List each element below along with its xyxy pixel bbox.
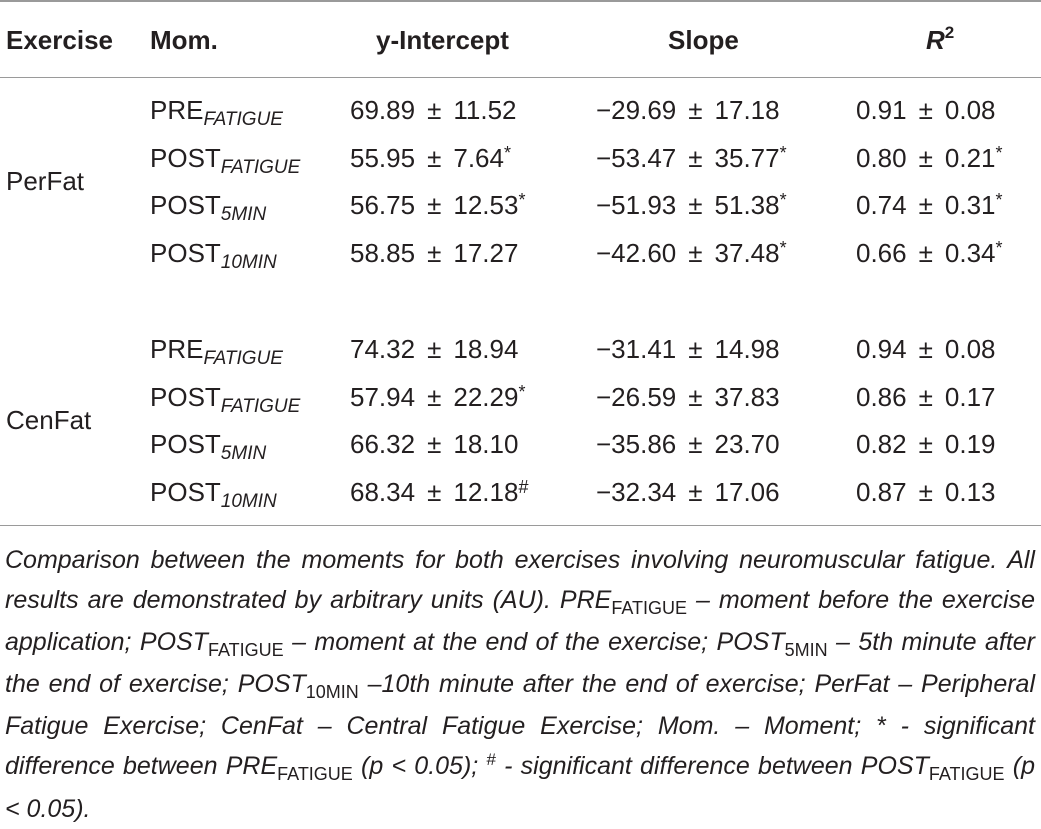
plus-minus: ± — [918, 237, 933, 268]
plus-minus: ± — [427, 381, 442, 412]
plus-minus: ± — [918, 190, 933, 220]
intercept-cell — [350, 141, 511, 178]
moment-cell — [150, 332, 283, 370]
plus-minus: ± — [688, 334, 703, 364]
significance-mark: * — [779, 237, 787, 258]
plus-minus: ± — [688, 142, 703, 173]
moment-subscript: FATIGUE — [203, 348, 283, 369]
r2-mean: 0.74 — [856, 190, 907, 220]
intercept-mean: 68.34 — [350, 476, 416, 507]
moment-label: PRE — [150, 95, 204, 125]
caption-subscript: FATIGUE — [928, 764, 1005, 784]
intercept-cell — [350, 188, 525, 225]
moment-subscript: 10MIN — [220, 251, 277, 273]
moment-cell — [150, 188, 266, 226]
r2-sd: 0.21 — [944, 142, 996, 173]
caption-text: – moment at the end of the exercise; POST — [283, 628, 785, 656]
plus-minus: ± — [688, 190, 703, 220]
significance-mark: # — [518, 476, 529, 497]
plus-minus: ± — [688, 429, 703, 459]
r2-cell — [856, 141, 1003, 178]
r2-mean: 0.91 — [856, 95, 907, 125]
significance-mark: * — [518, 381, 526, 402]
r2-mean: 0.82 — [856, 429, 907, 459]
caption-subscript: 10MIN — [305, 682, 359, 702]
caption-text: (p < 0.05); — [352, 752, 487, 780]
r2-cell — [856, 427, 996, 464]
plus-minus: ± — [688, 381, 703, 412]
moment-subscript: 5MIN — [220, 204, 267, 225]
moment-subscript: FATIGUE — [220, 395, 301, 417]
slope-sd: 37.83 — [714, 381, 780, 412]
r2-sd: 0.31 — [944, 190, 996, 220]
moment-label: POST — [150, 190, 221, 220]
caption-subscript: FATIGUE — [207, 640, 284, 660]
intercept-mean: 56.75 — [350, 190, 416, 220]
moment-subscript: 10MIN — [220, 490, 277, 512]
intercept-sd: 12.18 — [453, 476, 519, 507]
header-r2 — [926, 22, 954, 62]
intercept-cell — [350, 236, 518, 273]
significance-mark: * — [518, 190, 526, 210]
exercise-group-label: PerFat — [6, 166, 85, 197]
moment-label: POST — [150, 476, 221, 507]
exercise-group-label: CenFat — [6, 405, 92, 436]
moment-label: POST — [150, 381, 221, 412]
moment-cell — [150, 380, 300, 418]
slope-sd: 17.06 — [714, 476, 780, 507]
caption-text: Comparison between the moments for both exercises involving neuromuscular fatigue. All results are demonstrated by arbitrary units (AU). PRE — [5, 546, 1035, 614]
r2-sd: 0.08 — [944, 334, 996, 364]
header-intercept: y-Intercept — [376, 25, 509, 55]
intercept-sd: 18.94 — [453, 334, 519, 364]
significance-mark: * — [503, 142, 511, 163]
r2-cell — [856, 380, 996, 417]
r2-sd: 0.13 — [944, 476, 996, 507]
plus-minus: ± — [427, 476, 442, 507]
slope-mean: −53.47 — [596, 142, 677, 173]
moment-label: POST — [150, 237, 221, 268]
slope-cell — [596, 236, 787, 273]
slope-cell — [596, 188, 787, 225]
intercept-sd: 11.52 — [453, 95, 517, 125]
bottom-rule — [0, 525, 1041, 526]
plus-minus: ± — [688, 237, 703, 268]
slope-cell — [596, 332, 780, 369]
moment-cell — [150, 475, 277, 513]
intercept-mean: 74.32 — [350, 334, 416, 364]
plus-minus: ± — [918, 142, 933, 173]
intercept-cell — [350, 380, 525, 417]
r2-sd: 0.08 — [944, 95, 996, 125]
moment-cell — [150, 427, 266, 465]
plus-minus: ± — [918, 381, 933, 412]
significance-mark: * — [995, 190, 1003, 210]
r2-cell — [856, 332, 996, 369]
slope-sd: 17.18 — [714, 95, 780, 125]
moment-subscript: 5MIN — [220, 443, 267, 464]
intercept-sd: 17.27 — [453, 237, 519, 268]
moment-label: PRE — [150, 334, 204, 364]
caption-text: - significant difference between POST — [495, 752, 929, 780]
intercept-mean: 55.95 — [350, 142, 416, 173]
intercept-sd: 18.10 — [453, 429, 519, 459]
header-slope: Slope — [668, 25, 739, 55]
slope-sd: 23.70 — [714, 429, 780, 459]
intercept-sd: 12.53 — [453, 190, 519, 220]
moment-label: POST — [150, 429, 221, 459]
intercept-cell — [350, 93, 517, 130]
header-rule — [0, 77, 1041, 78]
r2-cell — [856, 475, 996, 512]
slope-mean: −26.59 — [596, 381, 677, 412]
plus-minus: ± — [918, 476, 933, 507]
plus-minus: ± — [918, 95, 933, 125]
header-exercise: Exercise — [6, 25, 113, 55]
header-moment: Mom. — [150, 25, 218, 55]
caption-text: – moment before the exercise application; POST — [5, 586, 1035, 656]
intercept-mean: 58.85 — [350, 237, 416, 268]
intercept-mean: 66.32 — [350, 429, 416, 459]
slope-mean: −35.86 — [596, 429, 677, 459]
slope-mean: −32.34 — [596, 476, 677, 507]
r2-mean: 0.80 — [856, 142, 907, 173]
caption-subscript: 5MIN — [784, 640, 828, 660]
intercept-cell — [350, 332, 518, 369]
slope-mean: −29.69 — [596, 95, 677, 125]
r2-cell — [856, 188, 1003, 225]
r2-mean: 0.87 — [856, 476, 907, 507]
caption-subscript: FATIGUE — [611, 598, 688, 618]
plus-minus: ± — [918, 429, 933, 459]
slope-cell — [596, 475, 780, 512]
plus-minus: ± — [427, 334, 442, 364]
plus-minus: ± — [688, 95, 703, 125]
intercept-mean: 57.94 — [350, 381, 416, 412]
header-r2-power: 2 — [944, 23, 955, 42]
top-rule — [0, 0, 1041, 2]
moment-subscript: FATIGUE — [220, 156, 301, 178]
moment-cell — [150, 93, 283, 131]
significance-mark: * — [995, 237, 1003, 258]
slope-sd: 37.48 — [714, 237, 780, 268]
moment-cell — [150, 236, 277, 274]
slope-cell — [596, 427, 780, 464]
table-caption — [5, 540, 1035, 829]
caption-text: –10th minute after the end of exercise; PerFat – Peripheral Fatigue Exercise; CenFat – Central Fatigue Exercise; Mom. – Moment; * - significant difference between PRE — [5, 670, 1035, 780]
moment-label: POST — [150, 142, 221, 173]
plus-minus: ± — [427, 142, 442, 173]
plus-minus: ± — [688, 476, 703, 507]
significance-mark: * — [779, 190, 787, 210]
plus-minus: ± — [427, 237, 442, 268]
significance-mark: * — [779, 142, 787, 163]
r2-mean: 0.86 — [856, 381, 907, 412]
slope-sd: 51.38 — [714, 190, 780, 220]
slope-cell — [596, 380, 780, 417]
plus-minus: ± — [427, 429, 442, 459]
caption-subscript: FATIGUE — [277, 764, 353, 784]
moment-subscript: FATIGUE — [203, 109, 283, 130]
caption-text: – 5th minute after the end of exercise; POST — [5, 628, 1035, 698]
intercept-sd: 22.29 — [453, 381, 519, 412]
r2-mean: 0.66 — [856, 237, 907, 268]
moment-cell — [150, 141, 300, 179]
slope-mean: −42.60 — [596, 237, 677, 268]
intercept-cell — [350, 475, 528, 512]
intercept-cell — [350, 427, 518, 464]
r2-cell — [856, 93, 996, 130]
r2-sd: 0.34 — [944, 237, 996, 268]
r2-sd: 0.17 — [944, 381, 996, 412]
slope-mean: −51.93 — [596, 190, 677, 220]
plus-minus: ± — [918, 334, 933, 364]
slope-sd: 14.98 — [714, 334, 780, 364]
slope-cell — [596, 141, 787, 178]
header-r2-letter: R — [926, 25, 945, 55]
slope-mean: −31.41 — [596, 334, 677, 364]
caption-superscript: # — [486, 750, 496, 769]
intercept-mean: 69.89 — [350, 95, 416, 125]
significance-mark: * — [995, 142, 1003, 163]
plus-minus: ± — [427, 190, 442, 220]
slope-sd: 35.77 — [714, 142, 780, 173]
plus-minus: ± — [427, 95, 442, 125]
r2-mean: 0.94 — [856, 334, 907, 364]
r2-cell — [856, 236, 1003, 273]
r2-sd: 0.19 — [944, 429, 996, 459]
intercept-sd: 7.64 — [453, 142, 504, 173]
caption-text: (p < 0.05). — [5, 752, 1035, 823]
slope-cell — [596, 93, 780, 130]
